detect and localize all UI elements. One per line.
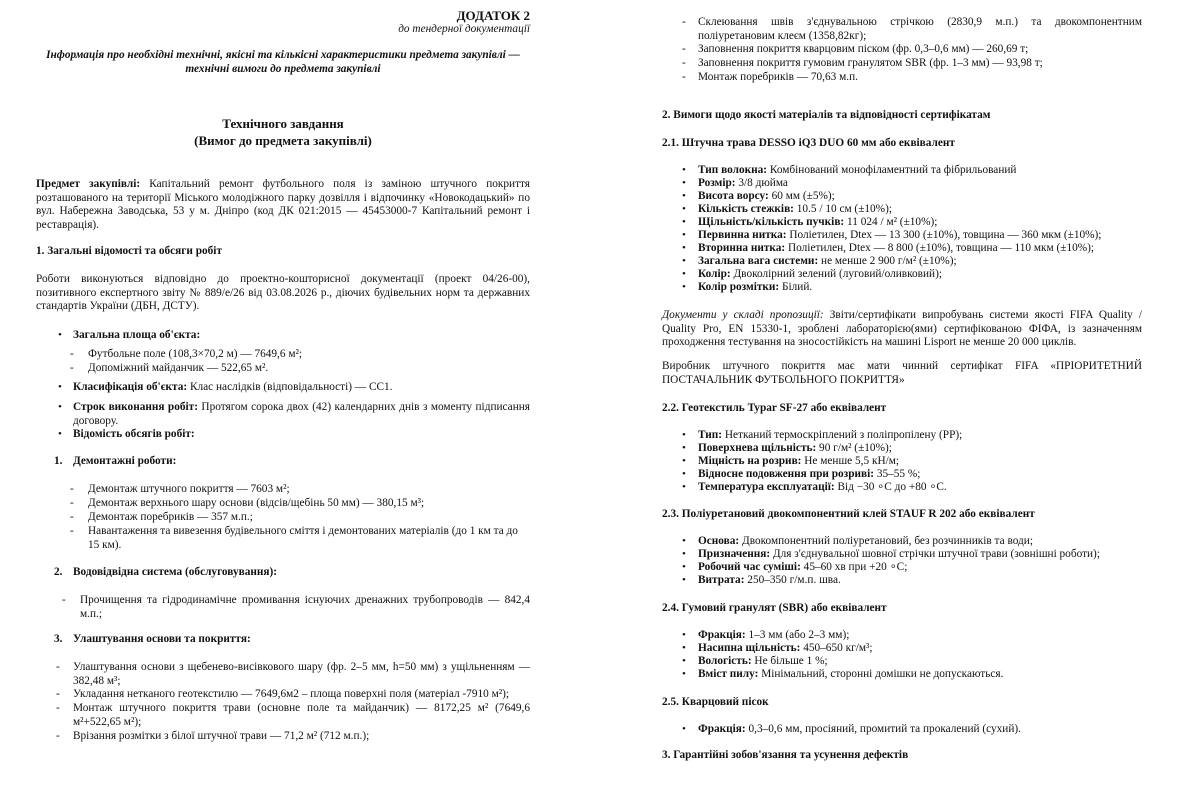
dash-icon: - <box>56 730 60 742</box>
area-item: Допоміжний майданчик — 522,65 м². <box>88 362 269 374</box>
spec-item <box>698 535 1142 549</box>
spec-label: Основа: <box>698 535 740 547</box>
spec-item <box>698 229 1142 243</box>
manufacturer-paragraph: Виробник штучного покриття має мати чинний сертифікат FIFA «ПРІОРИТЕТНИЙ ПОСТАЧАЛЬНИК ФУТБОЛЬНОГО ПОКРИТТЯ» <box>662 360 1142 386</box>
bullet-icon: • <box>682 561 686 573</box>
docs-text: Звіти/сертифікати випробувань системи якості FIFA Quality / Quality Pro, EN 15330-1, зроблені лабораторією(ями) сертифікованою ФІФА, із зазначенням проходження тестування на зносостійкість на машині Lisport не менше 20 000 циклів. <box>662 309 1142 349</box>
spec-item <box>698 561 1142 575</box>
spec-item <box>698 190 1142 204</box>
spec-value: 35–55 %; <box>874 468 921 480</box>
subject-text: Капітальний ремонт футбольного поля із заміною штучного покриття розташованого на території Міського молодіжного парку дозвілля і відпочинку «Новокодацький» по вул. Набережна Заводська, 53 у м. Дніпро (код ДК 021:2015 — 45453000-7 Капітальний ремонт і реставрація). <box>36 178 530 231</box>
spec-item <box>698 723 1142 737</box>
spec-item <box>698 442 1142 456</box>
spec-value: Мінімальний, сторонні домішки не допускаються. <box>758 668 1004 680</box>
spec-value: Для з'єднувальної шовної стрічки штучної трави (зовнішні роботи); <box>770 548 1100 560</box>
dash-icon: - <box>682 57 686 69</box>
spec-value: 10.5 / 10 см (±10%); <box>793 203 892 215</box>
spec-item <box>698 242 1142 256</box>
bullet-icon: • <box>682 242 686 254</box>
sub-3-item: Улаштування основи з щебенево-висівкового шару (фр. 2–5 мм, h=50 мм) з ущільненням — 382,48 м³; <box>73 661 530 687</box>
sub-1-item: Демонтаж штучного покриття — 7603 м²; <box>88 483 290 495</box>
bullet-icon: • <box>682 535 686 547</box>
spec-value: Комбінований монофіламентний та фібрильований <box>767 164 1017 176</box>
bullet-icon: • <box>682 574 686 586</box>
bullet-icon: • <box>682 255 686 267</box>
spec-label: Первинна нитка: <box>698 229 787 241</box>
area-item: Футбольне поле (108,3×70,2 м) — 7649,6 м²; <box>88 348 303 360</box>
term-label: Строк виконання робіт: <box>73 401 198 413</box>
bullet-icon: • <box>682 723 686 735</box>
spec-label: Тип: <box>698 429 723 441</box>
spec-item <box>698 268 1142 282</box>
spec-label: Кількість стежків: <box>698 203 794 215</box>
section-2-2-title: 2.2. Геотекстиль Typar SF-27 або еквівалент <box>662 402 887 414</box>
bullet-icon: • <box>682 216 686 228</box>
section-2-5-title: 2.5. Кварцовий пісок <box>662 696 769 708</box>
sub-3-item: Монтаж штучного покриття трави (основне поле та майданчик) — 8172,25 м² (7649,6 м²+522,65 м²); <box>73 702 530 728</box>
spec-value: 3/8 дюйма <box>735 177 788 189</box>
spec-label: Поверхнева щільність: <box>698 442 817 454</box>
spec-item <box>698 629 1142 643</box>
tz-subtitle: (Вимог до предмета закупівлі) <box>194 133 372 148</box>
spec-value: Двоколірний зелений (луговий/оливковий); <box>730 268 942 280</box>
bullet-icon: • <box>58 329 62 341</box>
bullet-icon: • <box>682 268 686 280</box>
spec-item <box>698 281 1142 295</box>
spec-label: Колір: <box>698 268 731 280</box>
bullet-icon: • <box>682 429 686 441</box>
dash-icon: - <box>70 348 74 360</box>
dash-icon: - <box>70 362 74 374</box>
bullet-icon: • <box>682 455 686 467</box>
info-title: Інформація про необхідні технічні, якісні та кількісні характеристики предмета закупівлі — технічні вимоги до предмета закупівлі <box>46 49 520 75</box>
class-paragraph <box>73 381 530 395</box>
dash-icon: - <box>70 525 74 537</box>
spec-item <box>698 177 1142 191</box>
sub-3-title: Улаштування основи та покриття: <box>73 633 251 645</box>
spec-label: Вміст пилу: <box>698 668 759 680</box>
annex-subtitle: до тендерної документації <box>398 23 530 35</box>
spec-label: Температура експлуатації: <box>698 481 835 493</box>
spec-value: Поліетилен, Dtex — 13 300 (±10%), товщина — 360 мкм (±10%); <box>786 229 1102 241</box>
dash-icon: - <box>56 661 60 673</box>
spec-item <box>698 468 1142 482</box>
spec-value: не менше 2 900 г/м² (±10%); <box>818 255 957 267</box>
spec-label: Фракція: <box>698 629 746 641</box>
cont-item: Склеювання швів з'єднувальною стрічкою (2830,9 м.п.) та двокомпонентним поліуретановим клеєм (1358,82кг); <box>698 16 1142 42</box>
spec-value: Поліетилен, Dtex — 8 800 (±10%), товщина — 110 мкм (±10%); <box>785 242 1095 254</box>
section-2-1-title: 2.1. Штучна трава DESSO iQ3 DUO 60 мм або еквівалент <box>662 137 955 149</box>
class-label: Класифікація об'єкта: <box>73 381 188 393</box>
spec-item <box>698 455 1142 469</box>
spec-label: Робочий час суміші: <box>698 561 801 573</box>
spec-label: Міцність на розрив: <box>698 455 802 467</box>
sub-1-item: Демонтаж верхнього шару основи (відсів/щебінь 50 мм) — 380,15 м³; <box>88 497 425 509</box>
spec-item <box>698 642 1142 656</box>
section-2-3-title: 2.3. Поліуретановий двокомпонентний клей STAUF R 202 або еквівалент <box>662 508 1035 520</box>
class-text: Клас наслідків (відповідальності) — СС1. <box>189 381 393 393</box>
bullet-icon: • <box>682 177 686 189</box>
dash-icon: - <box>682 43 686 55</box>
subject-label: Предмет закупівлі: <box>36 178 141 190</box>
right-page <box>662 0 1142 800</box>
bullet-icon: • <box>682 442 686 454</box>
spec-item <box>698 216 1142 230</box>
spec-label: Вторинна нитка: <box>698 242 786 254</box>
spec-label: Розмір: <box>698 177 736 189</box>
spec-value: Не менше 5,5 кН/м; <box>801 455 900 467</box>
bullet-icon: • <box>682 229 686 241</box>
spec-value: Не більше 1 %; <box>751 655 828 667</box>
dash-icon: - <box>70 483 74 495</box>
sub-1-item: Демонтаж поребриків — 357 м.п.; <box>88 511 253 523</box>
sub-2-item: Прочищення та гідродинамічне промивання існуючих дренажних трубопроводів — 842,4 м.п.; <box>80 594 530 620</box>
bullet-icon: • <box>682 281 686 293</box>
docs-paragraph <box>662 309 1142 350</box>
left-page <box>36 0 530 800</box>
dash-icon: - <box>70 497 74 509</box>
spec-value: 250–350 г/м.п. шва. <box>744 574 841 586</box>
sub-3-item: Врізання розмітки з білої штучної трави — 71,2 м² (712 м.п.); <box>73 730 370 742</box>
bullet-icon: • <box>682 190 686 202</box>
bullet-icon: • <box>58 428 62 440</box>
bullet-icon: • <box>682 668 686 680</box>
spec-label: Призначення: <box>698 548 771 560</box>
sub-3-item: Укладання нетканого геотекстилю — 7649,6м2 – площа поверхні поля (матеріал -7910 м²); <box>73 688 510 700</box>
section-2-4-title: 2.4. Гумовий гранулят (SBR) або еквівалент <box>662 602 887 614</box>
spec-label: Фракція: <box>698 723 746 735</box>
spec-item <box>698 255 1142 269</box>
spec-item <box>698 668 1142 682</box>
cont-item: Заповнення покриття гумовим гранулятом SBR (фр. 1–3 мм) — 93,98 т; <box>698 57 1043 69</box>
term-text: Протягом сорока двох (42) календарних днів з моменту підписання договору. <box>73 401 530 427</box>
spec-item <box>698 203 1142 217</box>
section-1-intro: Роботи виконуються відповідно до проектно-кошторисної документації (проект 04/26-00), позитивного експертного звіту № 889/е/26 від 03.08.2026 р., діючих будівельних норм та державних стандартів України (ДБН, ДСТУ). <box>36 273 530 313</box>
area-label: Загальна площа об'єкта: <box>73 329 201 341</box>
sub-2-title: Водовідвідна система (обслуговування): <box>73 566 278 578</box>
spec-item <box>698 655 1142 669</box>
dash-icon: - <box>56 688 60 700</box>
dash-icon: - <box>70 511 74 523</box>
volume-label: Відомість обсягів робіт: <box>73 428 195 440</box>
spec-value: 60 мм (±5%); <box>768 190 835 202</box>
spec-label: Витрата: <box>698 574 745 586</box>
sub-3-number: 3. <box>54 633 63 645</box>
dash-icon: - <box>682 16 686 28</box>
bullet-icon: • <box>58 381 62 393</box>
bullet-icon: • <box>682 481 686 493</box>
sub-2-number: 2. <box>54 566 63 578</box>
spec-value: Нетканий термоскріплений з поліпропілену (PP); <box>722 429 963 441</box>
bullet-icon: • <box>682 642 686 654</box>
spec-value: 450–650 кг/м³; <box>800 642 873 654</box>
term-paragraph <box>73 401 530 428</box>
spec-value: Білий. <box>779 281 813 293</box>
cont-item: Заповнення покриття кварцовим піском (фр. 0,3–0,6 мм) — 260,69 т; <box>698 43 1029 55</box>
spec-item <box>698 481 1142 495</box>
dash-icon: - <box>56 702 60 714</box>
spec-item <box>698 429 1142 443</box>
sub-1-number: 1. <box>54 455 63 467</box>
sub-1-item: Навантаження та вивезення будівельного сміття і демонтованих матеріалів (до 1 км та до 15 км). <box>88 525 518 551</box>
dash-icon: - <box>682 71 686 83</box>
bullet-icon: • <box>682 468 686 480</box>
tz-title: Технічного завдання <box>222 116 344 131</box>
spec-item <box>698 164 1142 178</box>
bullet-icon: • <box>682 203 686 215</box>
spec-label: Насипна щільність: <box>698 642 801 654</box>
spec-value: 45–60 хв при +20 ∘С; <box>800 561 908 573</box>
section-3-title: 3. Гарантійні зобов'язання та усунення дефектів <box>662 749 909 761</box>
spec-item <box>698 548 1142 562</box>
dash-icon: - <box>62 594 66 606</box>
spec-value: 90 г/м² (±10%); <box>816 442 892 454</box>
bullet-icon: • <box>682 164 686 176</box>
bullet-icon: • <box>58 401 62 413</box>
spec-label: Тип волокна: <box>698 164 768 176</box>
section-2-title: 2. Вимоги щодо якості матеріалів та відповідності сертифікатам <box>662 109 991 121</box>
spec-label: Вологість: <box>698 655 752 667</box>
spec-label: Колір розмітки: <box>698 281 780 293</box>
annex-title: ДОДАТОК 2 <box>456 8 530 23</box>
bullet-icon: • <box>682 655 686 667</box>
subject-paragraph <box>36 178 530 232</box>
spec-label: Загальна вага системи: <box>698 255 819 267</box>
spec-value: 0,3–0,6 мм, просіяний, промитий та прокалений (сухий). <box>745 723 1021 735</box>
sub-1-title: Демонтажні роботи: <box>73 455 177 467</box>
spec-label: Відносне подовження при розриві: <box>698 468 874 480</box>
spec-value: 1–3 мм (або 2–3 мм); <box>745 629 850 641</box>
cont-item: Монтаж поребриків — 70,63 м.п. <box>698 71 858 83</box>
docs-label: Документи у складі пропозиції: <box>662 309 824 321</box>
section-1-title: 1. Загальні відомості та обсяги робіт <box>36 245 222 257</box>
spec-label: Щільність/кількість пучків: <box>698 216 845 228</box>
spec-item <box>698 574 1142 588</box>
spec-value: Двокомпонентний поліуретановий, без розчинників та води; <box>739 535 1033 547</box>
bullet-icon: • <box>682 629 686 641</box>
spec-value: Від −30 ∘С до +80 ∘С. <box>834 481 947 493</box>
bullet-icon: • <box>682 548 686 560</box>
spec-value: 11 024 / м² (±10%); <box>844 216 938 228</box>
spec-label: Висота ворсу: <box>698 190 769 202</box>
